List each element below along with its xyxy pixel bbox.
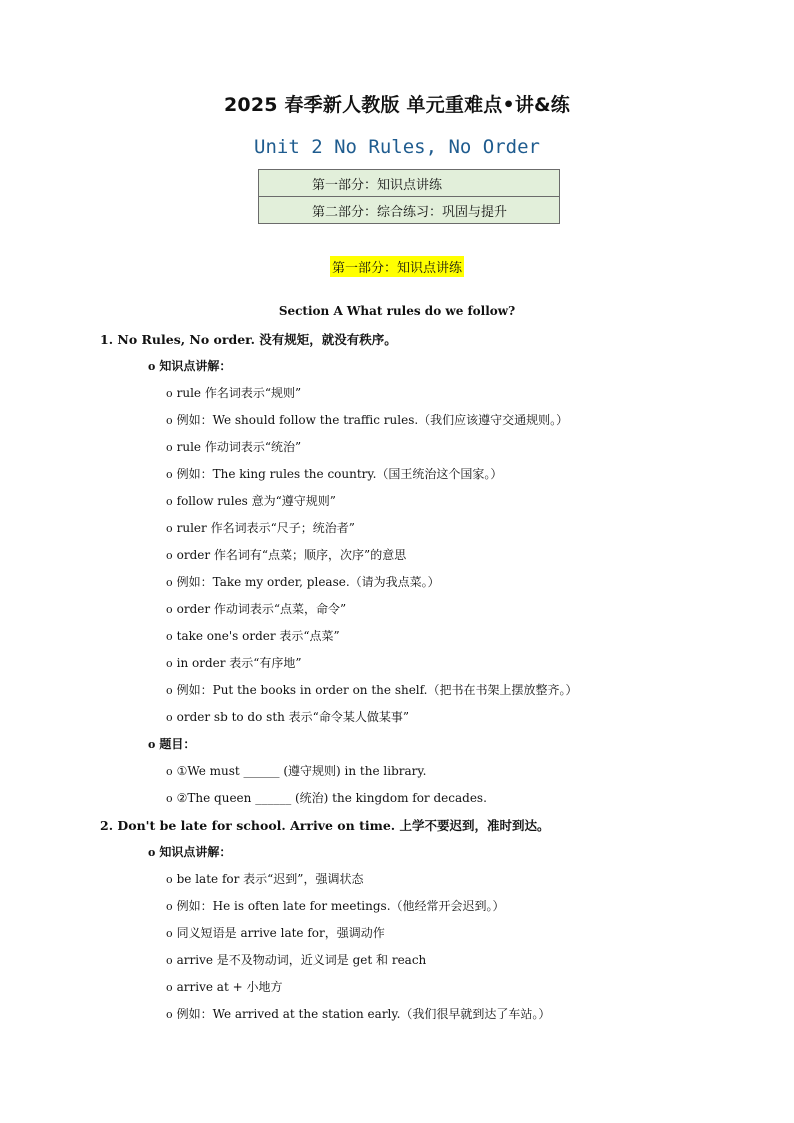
explain-line [166,1005,550,1022]
explain-line [166,519,355,536]
questions-label-text: 题目： [159,737,196,751]
questions-label [148,735,195,752]
question-line-text: ②The queen ______ (统治) the kingdom for decades. [176,791,487,805]
bullet-marker: o [166,495,173,508]
bullet-marker: o [166,630,173,643]
explain-line [166,681,577,698]
bullet-marker: o [166,981,173,994]
bullet-marker: o [166,414,173,427]
explain-line-text: rule 作动词表示“统治” [176,440,302,454]
explain-label [148,357,231,374]
bullet-marker: o [166,549,173,562]
explain-line [166,654,302,671]
bullet-marker: o [166,441,173,454]
explain-line [166,546,406,563]
explain-line-text: rule 作名词表示“规则” [176,386,302,400]
explain-line [166,384,301,401]
bullet-marker: o [166,657,173,670]
explain-line-text: 例如：We should follow the traffic rules.（我们应该遵守交通规则。） [176,413,569,427]
knowledge-point-heading [100,330,397,348]
explain-line [166,870,363,887]
explain-line [166,573,440,590]
explain-line [166,438,301,455]
bullet-marker: o [148,360,156,373]
explain-line-text: arrive at + 小地方 [176,980,283,994]
explain-line-text: order sb to do sth 表示“命令某人做某事” [176,710,409,724]
explain-line [166,492,336,509]
part-heading: 第一部分：知识点讲练 [330,256,464,277]
bullet-marker: o [166,927,173,940]
explain-label-text: 知识点讲解： [159,359,232,373]
bullet-marker: o [166,1008,173,1021]
explain-line-text: arrive 是不及物动词，近义词是 get 和 reach [176,953,427,967]
explain-line [166,978,282,995]
page-title: 2025 春季新人教版 单元重难点•讲&练 [223,94,571,116]
explain-line-text: 例如：He is often late for meetings.（他经常开会迟到。） [176,899,505,913]
toc-item-part-2: 第二部分：综合练习：巩固与提升 [259,197,560,224]
knowledge-point-heading-text: 1. No Rules, No order. 没有规矩，就没有秩序。 [100,332,397,347]
section-heading: Section A What rules do we follow? [278,304,516,318]
explain-line [166,627,340,644]
bullet-marker: o [148,846,156,859]
explain-line [166,465,502,482]
explain-line-text: take one's order 表示“点菜” [176,629,340,643]
toc-item-part-1: 第一部分：知识点讲练 [259,170,560,197]
bullet-marker: o [166,603,173,616]
bullet-marker: o [166,522,173,535]
bullet-marker: o [166,792,173,805]
table-of-contents [258,169,560,224]
explain-line-text: follow rules 意为“遵守规则” [176,494,336,508]
bullet-marker: o [166,576,173,589]
explain-line [166,708,409,725]
explain-label-text: 知识点讲解： [159,845,232,859]
explain-line [166,924,385,941]
explain-line [166,411,568,428]
knowledge-point-heading-text: 2. Don't be late for school. Arrive on time. 上学不要迟到，准时到达。 [100,818,550,833]
explain-line [166,897,505,914]
explain-label [148,843,231,860]
knowledge-point-heading [100,816,549,834]
question-line [166,762,426,779]
explain-line-text: ruler 作名词表示“尺子；统治者” [176,521,355,535]
explain-line-text: 例如：Take my order, please.（请为我点菜。） [176,575,440,589]
bullet-marker: o [166,873,173,886]
bullet-marker: o [166,900,173,913]
question-line-text: ①We must ______ (遵守规则) in the library. [176,764,427,778]
explain-line-text: 例如：We arrived at the station early.（我们很早就到达了车站。） [176,1007,551,1021]
bullet-marker: o [148,738,156,751]
explain-line [166,951,426,968]
unit-subtitle: Unit 2 No Rules, No Order [254,136,540,158]
bullet-marker: o [166,387,173,400]
explain-line-text: 例如：Put the books in order on the shelf.（把书在书架上摆放整齐。） [176,683,578,697]
explain-line-text: be late for 表示“迟到”，强调状态 [176,872,364,886]
explain-line-text: 例如：The king rules the country.（国王统治这个国家。） [176,467,503,481]
question-line [166,789,487,806]
explain-line-text: 同义短语是 arrive late for，强调动作 [176,926,385,940]
explain-line [166,600,346,617]
explain-line-text: order 作动词表示“点菜，命令” [176,602,347,616]
explain-line-text: order 作名词有“点菜；顺序，次序”的意思 [176,548,407,562]
bullet-marker: o [166,954,173,967]
bullet-marker: o [166,468,173,481]
bullet-marker: o [166,684,173,697]
bullet-marker: o [166,711,173,724]
explain-line-text: in order 表示“有序地” [176,656,302,670]
part-heading-container [0,256,794,277]
bullet-marker: o [166,765,173,778]
